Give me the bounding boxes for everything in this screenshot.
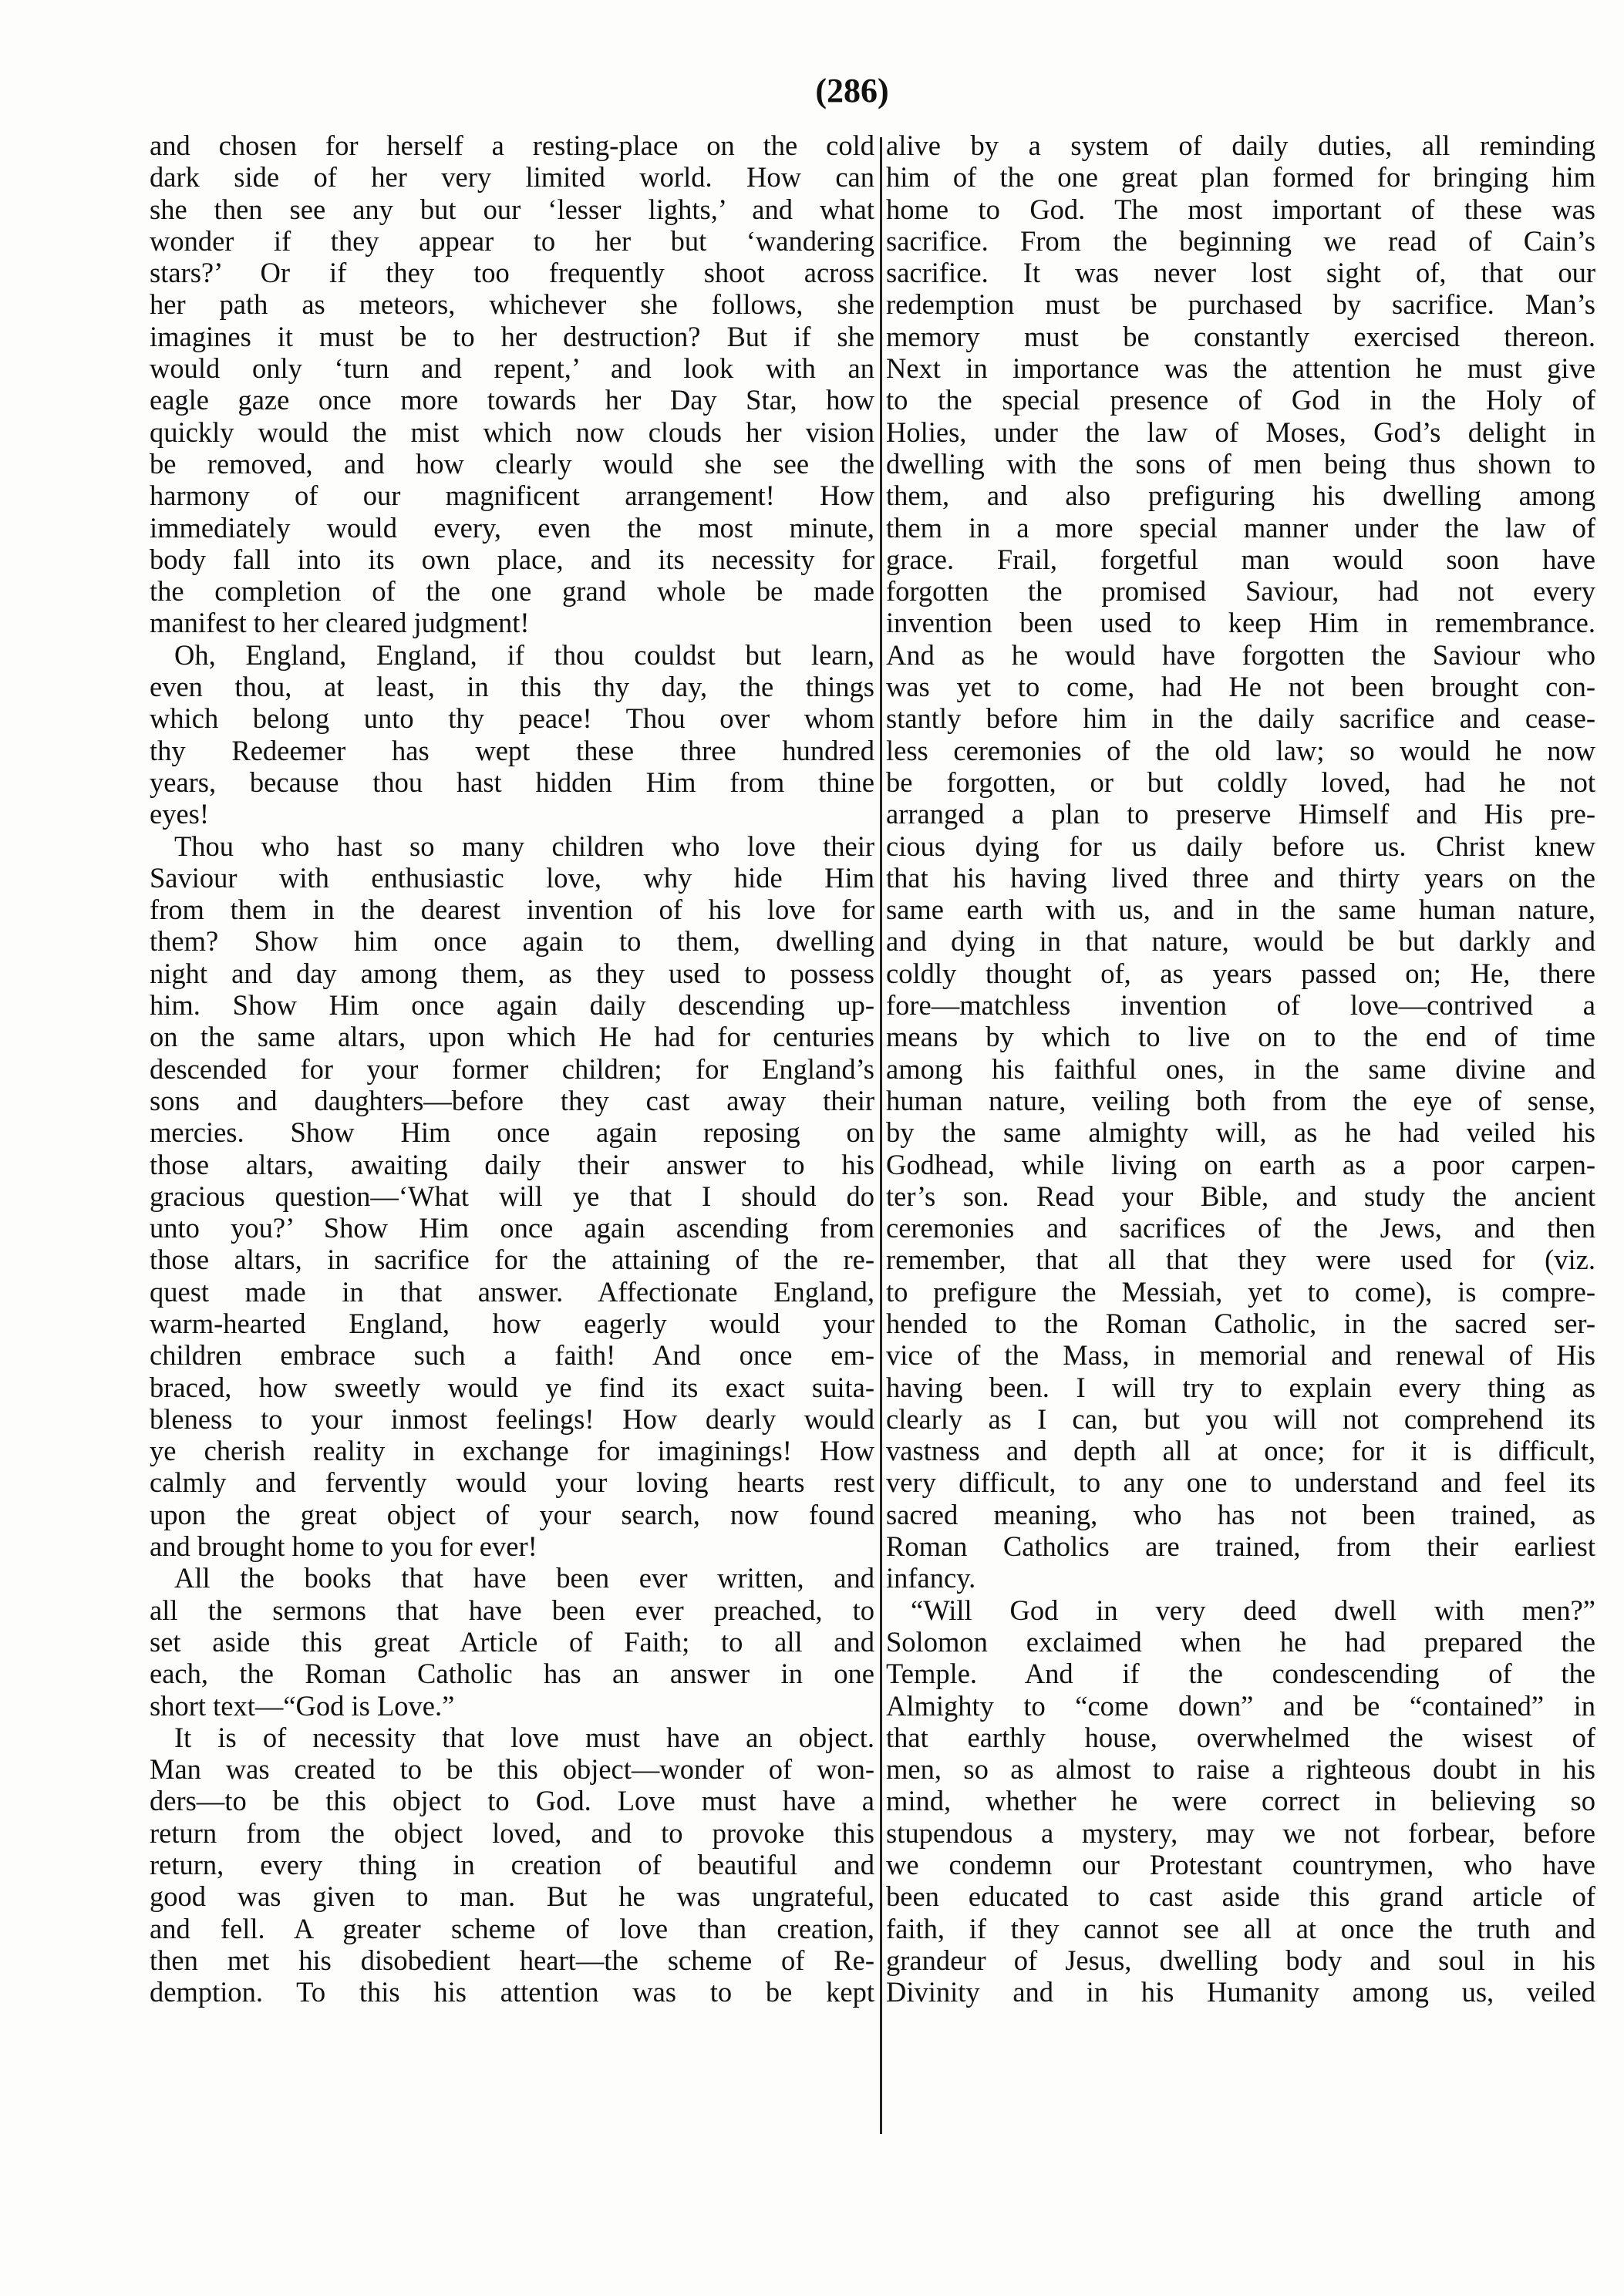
text-line: alive by a system of daily duties, all reminding — [886, 130, 1595, 161]
text-line: her path as meteors, whichever she follows, she — [150, 288, 874, 321]
text-line: And as he would have forgotten the Saviour who — [886, 638, 1595, 671]
text-line: demption. To this his attention was to be kept — [150, 1976, 874, 2008]
text-line: Divinity and in his Humanity among us, veiled — [886, 1976, 1595, 2008]
text-line: would only ‘turn and repent,’ and look with an — [150, 352, 874, 385]
text-line: and fell. A greater scheme of love than creation, — [150, 1912, 874, 1944]
text-line: sacred meaning, who has not been trained, as — [886, 1498, 1595, 1530]
text-line: to the special presence of God in the Holy of — [886, 384, 1595, 416]
text-line: wonder if they appear to her but ‘wandering — [150, 224, 874, 257]
text-line: we condemn our Protestant countrymen, who have — [886, 1849, 1595, 1881]
text-line: them, and also prefiguring his dwelling among — [886, 480, 1595, 512]
text-line: braced, how sweetly would ye find its exact suita- — [150, 1371, 874, 1403]
text-line: grandeur of Jesus, dwelling body and soul in his — [886, 1944, 1595, 1976]
text-line: forgotten the promised Saviour, had not every — [886, 575, 1595, 608]
text-line: be removed, and how clearly would she see the — [150, 447, 874, 480]
text-line: invention been used to keep Him in remembrance. — [886, 607, 1595, 639]
text-line: clearly as I can, but you will not comprehend its — [886, 1402, 1595, 1435]
right-column — [886, 130, 1595, 2008]
text-line: thy Redeemer has wept these three hundred — [150, 734, 874, 766]
text-line: It is of necessity that love must have an object. — [174, 1721, 874, 1753]
text-line: vice of the Mass, in memorial and renewal of His — [886, 1339, 1595, 1372]
text-line: descended for your former children; for England’s — [150, 1052, 874, 1085]
text-line: having been. I will try to explain every thing as — [886, 1371, 1595, 1403]
text-line: very difficult, to any one to understand and feel its — [886, 1466, 1595, 1499]
text-line: sacrifice. From the beginning we read of Cain’s — [886, 224, 1595, 257]
text-line: arranged a plan to preserve Himself and His pre- — [886, 798, 1595, 830]
text-line: fore—matchless invention of love—contrived a — [886, 989, 1595, 1022]
text-line: good was given to man. But he was ungrateful, — [150, 1880, 874, 1913]
text-line: redemption must be purchased by sacrifice. Man’s — [886, 288, 1595, 321]
text-line: Roman Catholics are trained, from their earliest — [886, 1530, 1595, 1563]
text-line: that earthly house, overwhelmed the wisest of — [886, 1721, 1595, 1753]
text-line: Godhead, while living on earth as a poor carpen- — [886, 1148, 1595, 1180]
text-line: by the same almighty will, as he had veiled his — [886, 1116, 1595, 1149]
text-line: and dying in that nature, would be but darkly and — [886, 925, 1595, 958]
text-line: short text—“God is Love.” — [150, 1689, 455, 1722]
text-line: him of the one great plan formed for bringing him — [886, 161, 1595, 194]
text-line: return, every thing in creation of beautiful and — [150, 1849, 874, 1881]
text-line: remember, that all that they were used for (viz. — [886, 1244, 1595, 1276]
text-line: return from the object loved, and to provoke this — [150, 1816, 874, 1849]
text-line: she then see any but our ‘lesser lights,’ and what — [150, 193, 874, 225]
text-line: Holies, under the law of Moses, God’s delight in — [886, 416, 1595, 448]
text-line: Oh, England, England, if thou couldst but learn, — [174, 638, 874, 671]
text-line: that his having lived three and thirty years on the — [886, 861, 1595, 894]
left-column — [150, 130, 874, 2008]
text-line: all the sermons that have been ever preached, to — [150, 1594, 874, 1626]
text-line: be forgotten, or but coldly loved, had he not — [886, 766, 1595, 798]
page-number: (286) — [815, 72, 889, 109]
text-line: children embrace such a faith! And once em- — [150, 1339, 874, 1372]
text-line: All the books that have been ever written, and — [174, 1562, 874, 1594]
text-line: on the same altars, upon which He had for centuries — [150, 1021, 874, 1053]
text-line: from them in the dearest invention of his love for — [150, 894, 874, 926]
text-line: bleness to your inmost feelings! How dearly would — [150, 1402, 874, 1435]
text-line: hended to the Roman Catholic, in the sacred ser- — [886, 1307, 1595, 1339]
text-line: ceremonies and sacrifices of the Jews, and then — [886, 1212, 1595, 1244]
text-line: warm-hearted England, how eagerly would your — [150, 1307, 874, 1339]
text-line: Thou who hast so many children who love their — [174, 830, 874, 862]
text-line: human nature, veiling both from the eye of sense, — [886, 1084, 1595, 1116]
text-line: them? Show him once again to them, dwelling — [150, 925, 874, 958]
text-line: harmony of our magnificent arrangement! How — [150, 480, 874, 512]
text-line: stars?’ Or if they too frequently shoot across — [150, 257, 874, 289]
text-line: same earth with us, and in the same human nature, — [886, 894, 1595, 926]
text-line: and chosen for herself a resting-place on the cold — [150, 130, 874, 161]
text-line: ders—to be this object to God. Love must have a — [150, 1785, 874, 1817]
text-line: night and day among them, as they used to possess — [150, 957, 874, 989]
text-line: quickly would the mist which now clouds her vision — [150, 416, 874, 448]
text-line: to prefigure the Messiah, yet to come), is compre- — [886, 1275, 1595, 1308]
column-divider — [880, 137, 882, 2134]
text-line: stupendous a mystery, may we not forbear, before — [886, 1816, 1595, 1849]
text-line: imagines it must be to her destruction? But if she — [150, 320, 874, 352]
text-line: eagle gaze once more towards her Day Star, how — [150, 384, 874, 416]
text-line: then met his disobedient heart—the scheme of Re- — [150, 1944, 874, 1976]
text-line: Saviour with enthusiastic love, why hide Him — [150, 861, 874, 894]
text-line: been educated to cast aside this grand article of — [886, 1880, 1595, 1913]
text-line: gracious question—‘What will ye that I should do — [150, 1180, 874, 1212]
text-line: set aside this great Article of Faith; to all and — [150, 1625, 874, 1658]
text-line: memory must be constantly exercised thereon. — [886, 320, 1595, 352]
text-line: vastness and depth all at once; for it is difficult, — [886, 1435, 1595, 1467]
text-line: unto you?’ Show Him once again ascending from — [150, 1212, 874, 1244]
text-line: sacrifice. It was never lost sight of, that our — [886, 257, 1595, 289]
text-line: Temple. And if the condescending of the — [886, 1658, 1595, 1690]
text-line: mercies. Show Him once again reposing on — [150, 1116, 874, 1149]
text-line: dark side of her very limited world. How can — [150, 161, 874, 194]
text-line: coldly thought of, as years passed on; He, there — [886, 957, 1595, 989]
text-line: grace. Frail, forgetful man would soon have — [886, 543, 1595, 575]
text-line: ter’s son. Read your Bible, and study the ancient — [886, 1180, 1595, 1212]
text-line: “Will God in very deed dwell with men?” — [911, 1594, 1595, 1626]
text-line: upon the great object of your search, now found — [150, 1498, 874, 1530]
text-line: years, because thou hast hidden Him from thine — [150, 766, 874, 798]
text-line: the completion of the one grand whole be made — [150, 575, 874, 608]
text-line: less ceremonies of the old law; so would he now — [886, 734, 1595, 766]
text-line: Man was created to be this object—wonder of won- — [150, 1753, 874, 1786]
text-line: immediately would every, even the most minute, — [150, 511, 874, 544]
text-line: each, the Roman Catholic has an answer in one — [150, 1658, 874, 1690]
text-line: Solomon exclaimed when he had prepared the — [886, 1625, 1595, 1658]
text-line: and brought home to you for ever! — [150, 1530, 537, 1563]
text-line: dwelling with the sons of men being thus shown to — [886, 447, 1595, 480]
text-line: home to God. The most important of these was — [886, 193, 1595, 225]
text-line: Next in importance was the attention he must give — [886, 352, 1595, 385]
text-line: mind, whether he were correct in believing so — [886, 1785, 1595, 1817]
text-line: infancy. — [886, 1562, 976, 1594]
text-line: even thou, at least, in this thy day, the things — [150, 671, 874, 703]
text-line: eyes! — [150, 798, 210, 830]
text-line: cious dying for us daily before us. Christ knew — [886, 830, 1595, 862]
text-line: Almighty to “come down” and be “contained” in — [886, 1689, 1595, 1722]
text-line: sons and daughters—before they cast away their — [150, 1084, 874, 1116]
text-line: quest made in that answer. Affectionate England, — [150, 1275, 874, 1308]
text-line: men, so as almost to raise a righteous doubt in his — [886, 1753, 1595, 1786]
text-line: them in a more special manner under the law of — [886, 511, 1595, 544]
text-line: was yet to come, had He not been brought con- — [886, 671, 1595, 703]
text-line: means by which to live on to the end of time — [886, 1021, 1595, 1053]
text-line: stantly before him in the daily sacrifice and cease- — [886, 702, 1595, 735]
text-line: among his faithful ones, in the same divine and — [886, 1052, 1595, 1085]
text-line: which belong unto thy peace! Thou over whom — [150, 702, 874, 735]
text-line: those altars, awaiting daily their answer to his — [150, 1148, 874, 1180]
text-line: those altars, in sacrifice for the attaining of the re- — [150, 1244, 874, 1276]
text-line: him. Show Him once again daily descending up- — [150, 989, 874, 1022]
text-line: ye cherish reality in exchange for imaginings! How — [150, 1435, 874, 1467]
text-line: calmly and fervently would your loving hearts rest — [150, 1466, 874, 1499]
text-line: body fall into its own place, and its necessity for — [150, 543, 874, 575]
text-line: manifest to her cleared judgment! — [150, 607, 530, 639]
text-line: faith, if they cannot see all at once the truth and — [886, 1912, 1595, 1944]
